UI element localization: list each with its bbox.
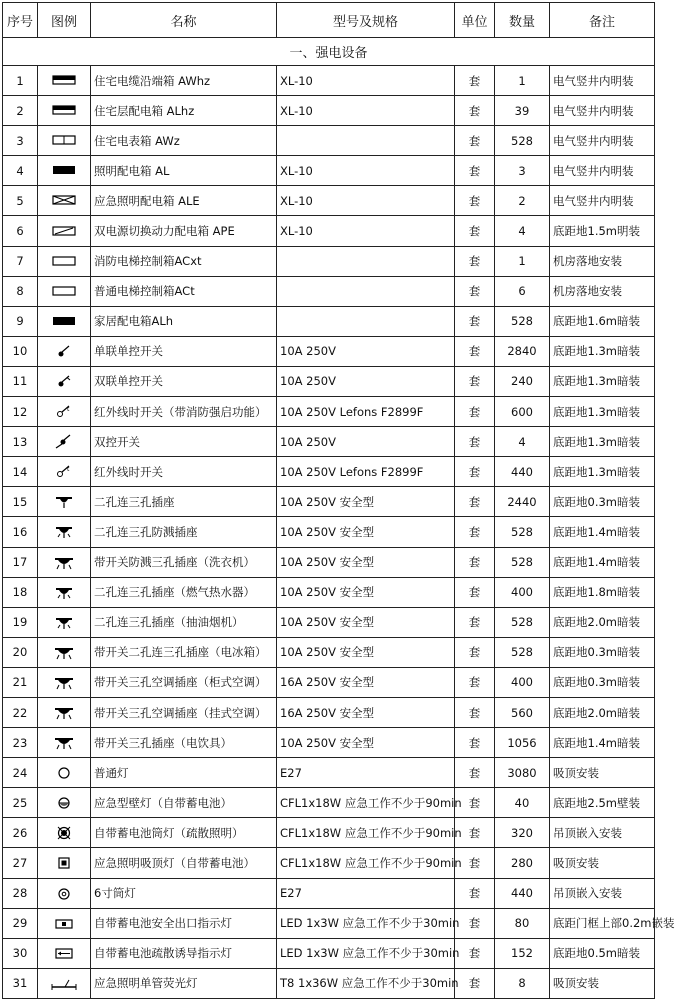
row-symbol: [38, 517, 91, 547]
row-note: 电气竖井内明装: [550, 66, 655, 96]
table-row: [3, 427, 655, 457]
row-symbol: [38, 667, 91, 697]
row-note: 底距地1.6m暗装: [550, 306, 655, 336]
row-number: 20: [3, 637, 38, 667]
row-number: 23: [3, 728, 38, 758]
row-qty: 4: [495, 427, 550, 457]
row-unit: 套: [455, 276, 495, 306]
table-row: [3, 908, 655, 938]
row-name: 照明配电箱 AL: [91, 156, 277, 186]
row-name: 住宅层配电箱 ALhz: [91, 96, 277, 126]
row-name: 带开关防溅三孔插座（洗衣机）: [91, 547, 277, 577]
double-switch-icon: [38, 372, 90, 391]
row-qty: 528: [495, 517, 550, 547]
table-row: [3, 276, 655, 306]
circle-lamp-icon: [38, 763, 90, 782]
table-row: [3, 216, 655, 246]
table-row: [3, 938, 655, 968]
row-unit: 套: [455, 246, 495, 276]
row-unit: 套: [455, 336, 495, 366]
table-row: [3, 66, 655, 96]
table-row: [3, 758, 655, 788]
row-note: 底距地0.3m暗装: [550, 667, 655, 697]
row-number: 18: [3, 577, 38, 607]
row-model: XL-10: [277, 96, 455, 126]
equipment-table-sheet: [2, 2, 675, 991]
row-qty: 440: [495, 457, 550, 487]
row-symbol: [38, 276, 91, 306]
row-note: 吸顶安装: [550, 848, 655, 878]
row-number: 31: [3, 968, 38, 998]
row-unit: 套: [455, 487, 495, 517]
row-number: 3: [3, 126, 38, 156]
socket-splash-icon: [38, 522, 90, 541]
row-qty: 80: [495, 908, 550, 938]
row-unit: 套: [455, 216, 495, 246]
row-qty: 3: [495, 156, 550, 186]
row-name: 应急照明配电箱 ALE: [91, 186, 277, 216]
row-symbol: [38, 878, 91, 908]
row-name: 二孔连三孔插座（燃气热水器）: [91, 577, 277, 607]
dual-power-box-icon: [38, 222, 90, 241]
table-row: [3, 336, 655, 366]
socket-switch-icon: [38, 643, 90, 662]
row-unit: 套: [455, 547, 495, 577]
row-model: E27: [277, 758, 455, 788]
evac-sign-icon: [38, 944, 90, 963]
filled-box-icon: [38, 161, 90, 180]
sensor-switch-icon: [38, 462, 90, 481]
row-name: 应急照明吸顶灯（自带蓄电池）: [91, 848, 277, 878]
row-name: 红外线时开关: [91, 457, 277, 487]
row-name: 应急照明单管荧光灯: [91, 968, 277, 998]
row-model: LED 1x3W 应急工作不少于30min: [277, 938, 455, 968]
socket-splash-icon: [38, 613, 90, 632]
row-model: 10A 250V 安全型: [277, 547, 455, 577]
row-number: 16: [3, 517, 38, 547]
row-number: 1: [3, 66, 38, 96]
table-row: [3, 968, 655, 998]
row-note: 底距地0.3m暗装: [550, 487, 655, 517]
row-model: CFL1x18W 应急工作不少于90min: [277, 818, 455, 848]
row-model: CFL1x18W 应急工作不少于90min: [277, 848, 455, 878]
row-name: 6寸筒灯: [91, 878, 277, 908]
row-number: 4: [3, 156, 38, 186]
table-row: [3, 457, 655, 487]
row-name: 双联单控开关: [91, 366, 277, 396]
row-model: [277, 276, 455, 306]
row-qty: 528: [495, 547, 550, 577]
row-symbol: [38, 728, 91, 758]
row-name: 带开关二孔连三孔插座（电冰箱）: [91, 637, 277, 667]
row-model: 10A 250V 安全型: [277, 728, 455, 758]
row-model: LED 1x3W 应急工作不少于30min: [277, 908, 455, 938]
row-model: 10A 250V 安全型: [277, 607, 455, 637]
row-number: 14: [3, 457, 38, 487]
row-name: 二孔连三孔防溅插座: [91, 517, 277, 547]
row-name: 二孔连三孔插座: [91, 487, 277, 517]
table-row: [3, 126, 655, 156]
row-qty: 4: [495, 216, 550, 246]
row-qty: 3080: [495, 758, 550, 788]
exit-sign-icon: [38, 914, 90, 933]
row-name: 二孔连三孔插座（抽油烟机）: [91, 607, 277, 637]
row-unit: 套: [455, 697, 495, 727]
wall-lamp-icon: [38, 793, 90, 812]
row-symbol: [38, 457, 91, 487]
row-symbol: [38, 938, 91, 968]
row-note: 底距地0.3m暗装: [550, 637, 655, 667]
row-unit: 套: [455, 637, 495, 667]
row-name: 带开关三孔空调插座（挂式空调）: [91, 697, 277, 727]
row-note: 底距地1.4m暗装: [550, 728, 655, 758]
row-unit: 套: [455, 156, 495, 186]
row-unit: 套: [455, 788, 495, 818]
row-qty: 528: [495, 126, 550, 156]
row-symbol: [38, 397, 91, 427]
row-name: 自带蓄电池筒灯（疏散照明）: [91, 818, 277, 848]
row-model: T8 1x36W 应急工作不少于30min: [277, 968, 455, 998]
row-name: 家居配电箱ALh: [91, 306, 277, 336]
section-title: 一、强电设备: [3, 38, 655, 66]
table-row: [3, 697, 655, 727]
row-number: 13: [3, 427, 38, 457]
row-note: 底距地1.3m暗装: [550, 366, 655, 396]
row-number: 8: [3, 276, 38, 306]
row-note: 吊顶嵌入安装: [550, 818, 655, 848]
row-model: [277, 246, 455, 276]
row-note: 吸顶安装: [550, 758, 655, 788]
table-row: [3, 878, 655, 908]
row-note: 底距地1.8m暗装: [550, 577, 655, 607]
row-number: 27: [3, 848, 38, 878]
row-model: 10A 250V: [277, 336, 455, 366]
table-row: [3, 637, 655, 667]
row-note: 底距地1.5m明装: [550, 216, 655, 246]
row-unit: 套: [455, 968, 495, 998]
section-row: [3, 38, 655, 66]
table-row: [3, 848, 655, 878]
table-row: [3, 246, 655, 276]
row-name: 双电源切换动力配电箱 APE: [91, 216, 277, 246]
row-note: 电气竖井内明装: [550, 186, 655, 216]
row-qty: 40: [495, 788, 550, 818]
row-symbol: [38, 788, 91, 818]
row-unit: 套: [455, 126, 495, 156]
row-number: 7: [3, 246, 38, 276]
box-half-filled-icon: [38, 101, 90, 120]
row-number: 9: [3, 306, 38, 336]
row-unit: 套: [455, 457, 495, 487]
row-note: 底距地1.3m暗装: [550, 457, 655, 487]
row-unit: 套: [455, 66, 495, 96]
row-note: 电气竖井内明装: [550, 156, 655, 186]
header-qty: 数量: [495, 3, 550, 38]
row-symbol: [38, 186, 91, 216]
row-number: 26: [3, 818, 38, 848]
table-row: [3, 547, 655, 577]
row-note: 底距地1.4m暗装: [550, 547, 655, 577]
row-symbol: [38, 336, 91, 366]
row-qty: 1056: [495, 728, 550, 758]
row-number: 29: [3, 908, 38, 938]
row-number: 10: [3, 336, 38, 366]
socket-switch-icon: [38, 703, 90, 722]
row-qty: 8: [495, 968, 550, 998]
row-name: 自带蓄电池安全出口指示灯: [91, 908, 277, 938]
row-name: 带开关三孔插座（电饮具）: [91, 728, 277, 758]
row-model: 10A 250V 安全型: [277, 577, 455, 607]
row-unit: 套: [455, 938, 495, 968]
row-qty: 440: [495, 878, 550, 908]
row-qty: 240: [495, 366, 550, 396]
row-number: 12: [3, 397, 38, 427]
row-model: XL-10: [277, 186, 455, 216]
row-model: XL-10: [277, 156, 455, 186]
row-number: 19: [3, 607, 38, 637]
row-unit: 套: [455, 306, 495, 336]
row-qty: 280: [495, 848, 550, 878]
row-unit: 套: [455, 427, 495, 457]
row-qty: 2: [495, 186, 550, 216]
meter-box-icon: [38, 131, 90, 150]
row-symbol: [38, 427, 91, 457]
table-row: [3, 788, 655, 818]
row-symbol: [38, 156, 91, 186]
row-model: XL-10: [277, 66, 455, 96]
table-row: [3, 577, 655, 607]
row-name: 普通灯: [91, 758, 277, 788]
row-number: 11: [3, 366, 38, 396]
row-qty: 528: [495, 306, 550, 336]
row-note: 电气竖井内明装: [550, 96, 655, 126]
socket-splash-icon: [38, 583, 90, 602]
equipment-table: [2, 2, 675, 999]
row-unit: 套: [455, 517, 495, 547]
row-name: 单联单控开关: [91, 336, 277, 366]
emergency-box-icon: [38, 191, 90, 210]
row-qty: 1: [495, 66, 550, 96]
header-unit: 单位: [455, 3, 495, 38]
row-qty: 2440: [495, 487, 550, 517]
row-model: [277, 126, 455, 156]
row-qty: 39: [495, 96, 550, 126]
row-unit: 套: [455, 607, 495, 637]
row-name: 消防电梯控制箱ACxt: [91, 246, 277, 276]
table-row: [3, 397, 655, 427]
row-model: XL-10: [277, 216, 455, 246]
socket-switch-icon: [38, 553, 90, 572]
row-unit: 套: [455, 667, 495, 697]
row-qty: 528: [495, 607, 550, 637]
row-number: 25: [3, 788, 38, 818]
row-note: 吊顶嵌入安装: [550, 878, 655, 908]
table-row: [3, 667, 655, 697]
row-model: 16A 250V 安全型: [277, 667, 455, 697]
row-note: 底距地2.5m壁装: [550, 788, 655, 818]
row-unit: 套: [455, 397, 495, 427]
header-seq: 序号: [3, 3, 38, 38]
row-name: 红外线时开关（带消防强启功能）: [91, 397, 277, 427]
row-note: 机房落地安装: [550, 276, 655, 306]
row-model: 10A 250V 安全型: [277, 637, 455, 667]
row-number: 21: [3, 667, 38, 697]
row-symbol: [38, 968, 91, 998]
row-qty: 320: [495, 818, 550, 848]
row-qty: 400: [495, 577, 550, 607]
row-note: 底距门框上部0.2m嵌装: [550, 908, 655, 938]
row-unit: 套: [455, 908, 495, 938]
svg-text:t: t: [67, 466, 70, 474]
header-model: 型号及规格: [277, 3, 455, 38]
row-note: 底距地2.0m暗装: [550, 697, 655, 727]
row-model: 10A 250V: [277, 427, 455, 457]
row-unit: 套: [455, 577, 495, 607]
row-number: 5: [3, 186, 38, 216]
table-row: [3, 607, 655, 637]
row-number: 15: [3, 487, 38, 517]
table-body: [3, 38, 675, 999]
row-symbol: [38, 818, 91, 848]
row-model: E27: [277, 878, 455, 908]
row-qty: 560: [495, 697, 550, 727]
row-model: [277, 306, 455, 336]
row-symbol: [38, 216, 91, 246]
empty-box-icon: [38, 252, 90, 271]
row-note: 电气竖井内明装: [550, 126, 655, 156]
row-name: 双控开关: [91, 427, 277, 457]
row-number: 24: [3, 758, 38, 788]
row-note: 底距地1.3m暗装: [550, 427, 655, 457]
row-symbol: [38, 908, 91, 938]
row-unit: 套: [455, 818, 495, 848]
row-number: 2: [3, 96, 38, 126]
row-symbol: [38, 577, 91, 607]
svg-text:t: t: [67, 406, 70, 414]
row-symbol: [38, 758, 91, 788]
row-name: 带开关三孔空调插座（柜式空调）: [91, 667, 277, 697]
row-symbol: [38, 487, 91, 517]
row-note: 底距地0.5m暗装: [550, 938, 655, 968]
row-name: 应急型壁灯（自带蓄电池）: [91, 788, 277, 818]
row-symbol: [38, 306, 91, 336]
table-header-row: [3, 3, 655, 38]
table-row: [3, 366, 655, 396]
row-model: 10A 250V 安全型: [277, 487, 455, 517]
row-qty: 600: [495, 397, 550, 427]
row-symbol: [38, 848, 91, 878]
row-name: 住宅电表箱 AWz: [91, 126, 277, 156]
row-qty: 400: [495, 667, 550, 697]
table-row: [3, 306, 655, 336]
fluorescent-lamp-icon: [38, 974, 90, 993]
header-name: 名称: [91, 3, 277, 38]
table-row: [3, 818, 655, 848]
row-qty: 152: [495, 938, 550, 968]
box-half-filled-icon: [38, 71, 90, 90]
table-row: [3, 96, 655, 126]
table-row: [3, 728, 655, 758]
socket-switch-icon: [38, 673, 90, 692]
table-row: [3, 186, 655, 216]
header-symbol: 图例: [38, 3, 91, 38]
row-number: 28: [3, 878, 38, 908]
row-model: 10A 250V: [277, 366, 455, 396]
row-unit: 套: [455, 366, 495, 396]
row-unit: 套: [455, 758, 495, 788]
row-model: 10A 250V Lefons F2899F: [277, 397, 455, 427]
row-note: 机房落地安装: [550, 246, 655, 276]
row-note: 底距地1.3m暗装: [550, 397, 655, 427]
row-symbol: [38, 637, 91, 667]
row-name: 自带蓄电池疏散诱导指示灯: [91, 938, 277, 968]
table-row: [3, 156, 655, 186]
row-model: 10A 250V Lefons F2899F: [277, 457, 455, 487]
row-number: 17: [3, 547, 38, 577]
row-unit: 套: [455, 728, 495, 758]
single-switch-icon: [38, 342, 90, 361]
row-symbol: [38, 547, 91, 577]
row-symbol: [38, 697, 91, 727]
row-symbol: [38, 607, 91, 637]
row-symbol: [38, 66, 91, 96]
row-unit: 套: [455, 848, 495, 878]
row-note: 吸顶安装: [550, 968, 655, 998]
table-row: [3, 517, 655, 547]
row-qty: 6: [495, 276, 550, 306]
row-unit: 套: [455, 96, 495, 126]
row-note: 底距地2.0m暗装: [550, 607, 655, 637]
row-note: 底距地1.3m暗装: [550, 336, 655, 366]
row-symbol: [38, 246, 91, 276]
row-note: 底距地1.4m暗装: [550, 517, 655, 547]
row-name: 普通电梯控制箱ACt: [91, 276, 277, 306]
downlight-icon: [38, 884, 90, 903]
row-number: 6: [3, 216, 38, 246]
socket-switch-icon: [38, 733, 90, 752]
row-unit: 套: [455, 878, 495, 908]
emergency-lamp-icon: [38, 823, 90, 842]
row-symbol: [38, 366, 91, 396]
row-qty: 2840: [495, 336, 550, 366]
row-number: 22: [3, 697, 38, 727]
sensor-switch-icon: [38, 402, 90, 421]
socket-icon: [38, 492, 90, 511]
row-qty: 1: [495, 246, 550, 276]
row-model: 16A 250V 安全型: [277, 697, 455, 727]
row-name: 住宅电缆沿端箱 AWhz: [91, 66, 277, 96]
row-model: 10A 250V 安全型: [277, 517, 455, 547]
row-symbol: [38, 126, 91, 156]
row-symbol: [38, 96, 91, 126]
empty-box-icon: [38, 282, 90, 301]
row-unit: 套: [455, 186, 495, 216]
filled-box-icon: [38, 312, 90, 331]
row-qty: 528: [495, 637, 550, 667]
row-model: CFL1x18W 应急工作不少于90min: [277, 788, 455, 818]
ceiling-emergency-lamp-icon: [38, 853, 90, 872]
header-note: 备注: [550, 3, 655, 38]
table-row: [3, 487, 655, 517]
row-number: 30: [3, 938, 38, 968]
two-way-switch-icon: [38, 432, 90, 451]
